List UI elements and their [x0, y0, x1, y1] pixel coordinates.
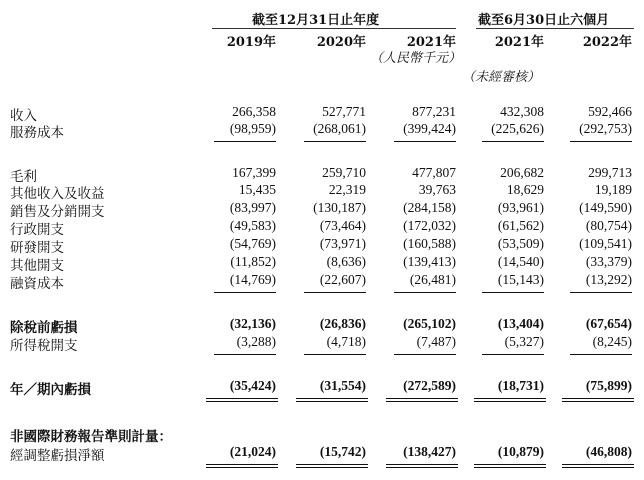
cell-other-exp-2022h: (33,379) — [585, 254, 632, 269]
row-label-rd-expenses: 研發開支 — [10, 240, 64, 256]
cell-rd-2021: (160,588) — [403, 236, 456, 251]
cell-rd-2022h: (109,541) — [579, 236, 632, 251]
cell-lbt-2021: (265,102) — [403, 316, 456, 331]
cell-selling-2022h: (149,590) — [579, 200, 632, 215]
cell-other-income-2019: 15,435 — [238, 182, 276, 197]
year-header-2021-fy: 2021年 — [406, 35, 456, 50]
cell-loss-2019: (35,424) — [229, 378, 276, 393]
cell-revenue-2022h: 592,466 — [588, 104, 632, 119]
cell-finance-2019: (14,769) — [229, 272, 276, 287]
total-double-rule — [562, 398, 634, 402]
total-double-rule — [386, 464, 458, 468]
cell-cost-2020: (268,061) — [313, 121, 366, 136]
cell-cost-2021h: (225,626) — [491, 121, 544, 136]
subtotal-rule — [394, 354, 456, 355]
cell-tax-2019: (3,288) — [236, 334, 276, 349]
total-double-rule — [206, 464, 278, 468]
year-header-2019: 2019年 — [226, 35, 276, 50]
cell-other-exp-2019: (11,852) — [230, 254, 276, 269]
total-double-rule — [206, 398, 278, 402]
currency-unit-note: （人民幣千元） — [370, 51, 462, 66]
subtotal-rule — [570, 141, 632, 142]
subtotal-rule — [482, 354, 544, 355]
year-header-2020: 2020年 — [316, 35, 366, 50]
row-label-selling-expenses: 銷售及分銷開支 — [10, 204, 105, 220]
cell-gross-profit-2019: 167,399 — [232, 165, 276, 180]
subtotal-rule — [214, 141, 276, 142]
cell-finance-2020: (22,607) — [319, 272, 366, 287]
cell-other-exp-2021: (139,413) — [403, 254, 456, 269]
cell-adj-loss-2021: (138,427) — [403, 444, 456, 459]
cell-tax-2022h: (8,245) — [592, 334, 632, 349]
cell-selling-2020: (130,187) — [313, 200, 366, 215]
subtotal-rule — [570, 292, 632, 293]
cell-cost-2022h: (292,753) — [579, 121, 632, 136]
cell-revenue-2021: 877,231 — [412, 104, 456, 119]
cell-tax-2021: (7,487) — [416, 334, 456, 349]
cell-revenue-2019: 266,358 — [232, 104, 276, 119]
cell-other-income-2021h: 18,629 — [506, 182, 544, 197]
subtotal-rule — [482, 141, 544, 142]
cell-admin-2019: (49,583) — [229, 218, 276, 233]
cell-admin-2021h: (61,562) — [497, 218, 544, 233]
cell-finance-2022h: (13,292) — [585, 272, 632, 287]
row-label-finance-costs: 融資成本 — [10, 276, 64, 292]
total-double-rule — [296, 464, 368, 468]
subtotal-rule — [304, 292, 366, 293]
six-month-group-rule — [476, 28, 634, 29]
cell-selling-2019: (83,997) — [229, 200, 276, 215]
row-label-other-income: 其他收入及收益 — [10, 186, 105, 202]
cell-finance-2021: (26,481) — [409, 272, 456, 287]
row-label-loss-for-period: 年／期內虧損 — [10, 382, 91, 398]
cell-tax-2020: (4,718) — [326, 334, 366, 349]
fiscal-year-group-header: 截至12月31日止年度 — [252, 13, 380, 28]
cell-selling-2021: (284,158) — [403, 200, 456, 215]
cell-gross-profit-2021h: 206,682 — [500, 165, 544, 180]
fiscal-year-group-rule — [212, 28, 456, 29]
row-label-loss-before-tax: 除稅前虧損 — [10, 320, 78, 336]
cell-tax-2021h: (5,327) — [504, 334, 544, 349]
cell-rd-2020: (73,971) — [319, 236, 366, 251]
subtotal-rule — [214, 354, 276, 355]
total-double-rule — [474, 398, 546, 402]
cell-revenue-2020: 527,771 — [322, 104, 366, 119]
subtotal-rule — [482, 292, 544, 293]
cell-other-income-2020: 22,319 — [328, 182, 366, 197]
cell-adj-loss-2022h: (46,808) — [585, 444, 632, 459]
cell-other-exp-2020: (8,636) — [326, 254, 366, 269]
row-label-revenue: 收入 — [10, 108, 37, 124]
cell-revenue-2021h: 432,308 — [500, 104, 544, 119]
cell-admin-2022h: (80,754) — [585, 218, 632, 233]
year-header-2022-hy: 2022年 — [582, 35, 632, 50]
row-label-cost-of-services: 服務成本 — [10, 125, 64, 141]
cell-gross-profit-2020: 259,710 — [322, 165, 366, 180]
cell-admin-2021: (172,032) — [403, 218, 456, 233]
row-label-admin-expenses: 行政開支 — [10, 222, 64, 238]
cell-gross-profit-2021: 477,807 — [412, 165, 456, 180]
subtotal-rule — [304, 141, 366, 142]
cell-lbt-2021h: (13,404) — [497, 316, 544, 331]
cell-loss-2022h: (75,899) — [585, 378, 632, 393]
row-label-non-ifrs-heading: 非國際財務報告準則計量： — [10, 429, 172, 445]
total-double-rule — [296, 398, 368, 402]
cell-adj-loss-2021h: (10,879) — [497, 444, 544, 459]
cell-gross-profit-2022h: 299,713 — [588, 165, 632, 180]
subtotal-rule — [570, 354, 632, 355]
cell-loss-2021h: (18,731) — [497, 378, 544, 393]
cell-rd-2019: (54,769) — [229, 236, 276, 251]
cell-other-exp-2021h: (14,540) — [497, 254, 544, 269]
total-double-rule — [562, 464, 634, 468]
cell-adj-loss-2019: (21,024) — [229, 444, 276, 459]
unaudited-note: （未經審核） — [462, 70, 541, 85]
cell-adj-loss-2020: (15,742) — [319, 444, 366, 459]
year-header-2021-hy: 2021年 — [494, 35, 544, 50]
cell-lbt-2019: (32,136) — [229, 316, 276, 331]
subtotal-rule — [394, 292, 456, 293]
subtotal-rule — [304, 354, 366, 355]
subtotal-rule — [394, 141, 456, 142]
cell-selling-2021h: (93,961) — [497, 200, 544, 215]
cell-other-income-2022h: 19,189 — [594, 182, 632, 197]
cell-lbt-2020: (26,836) — [319, 316, 366, 331]
six-month-group-header: 截至6月30日止六個月 — [478, 13, 610, 28]
cell-cost-2019: (98,959) — [229, 121, 276, 136]
cell-rd-2021h: (53,509) — [497, 236, 544, 251]
row-label-other-expenses: 其他開支 — [10, 258, 64, 274]
row-label-income-tax: 所得稅開支 — [10, 338, 78, 354]
total-double-rule — [386, 398, 458, 402]
total-double-rule — [474, 464, 546, 468]
subtotal-rule — [214, 292, 276, 293]
cell-cost-2021: (399,424) — [403, 121, 456, 136]
row-label-gross-profit: 毛利 — [10, 169, 37, 185]
cell-loss-2021: (272,589) — [403, 378, 456, 393]
cell-other-income-2021: 39,763 — [418, 182, 456, 197]
cell-admin-2020: (73,464) — [319, 218, 366, 233]
cell-finance-2021h: (15,143) — [497, 272, 544, 287]
cell-loss-2020: (31,554) — [319, 378, 366, 393]
cell-lbt-2022h: (67,654) — [585, 316, 632, 331]
row-label-adjusted-net-loss: 經調整虧損淨額 — [10, 448, 105, 464]
